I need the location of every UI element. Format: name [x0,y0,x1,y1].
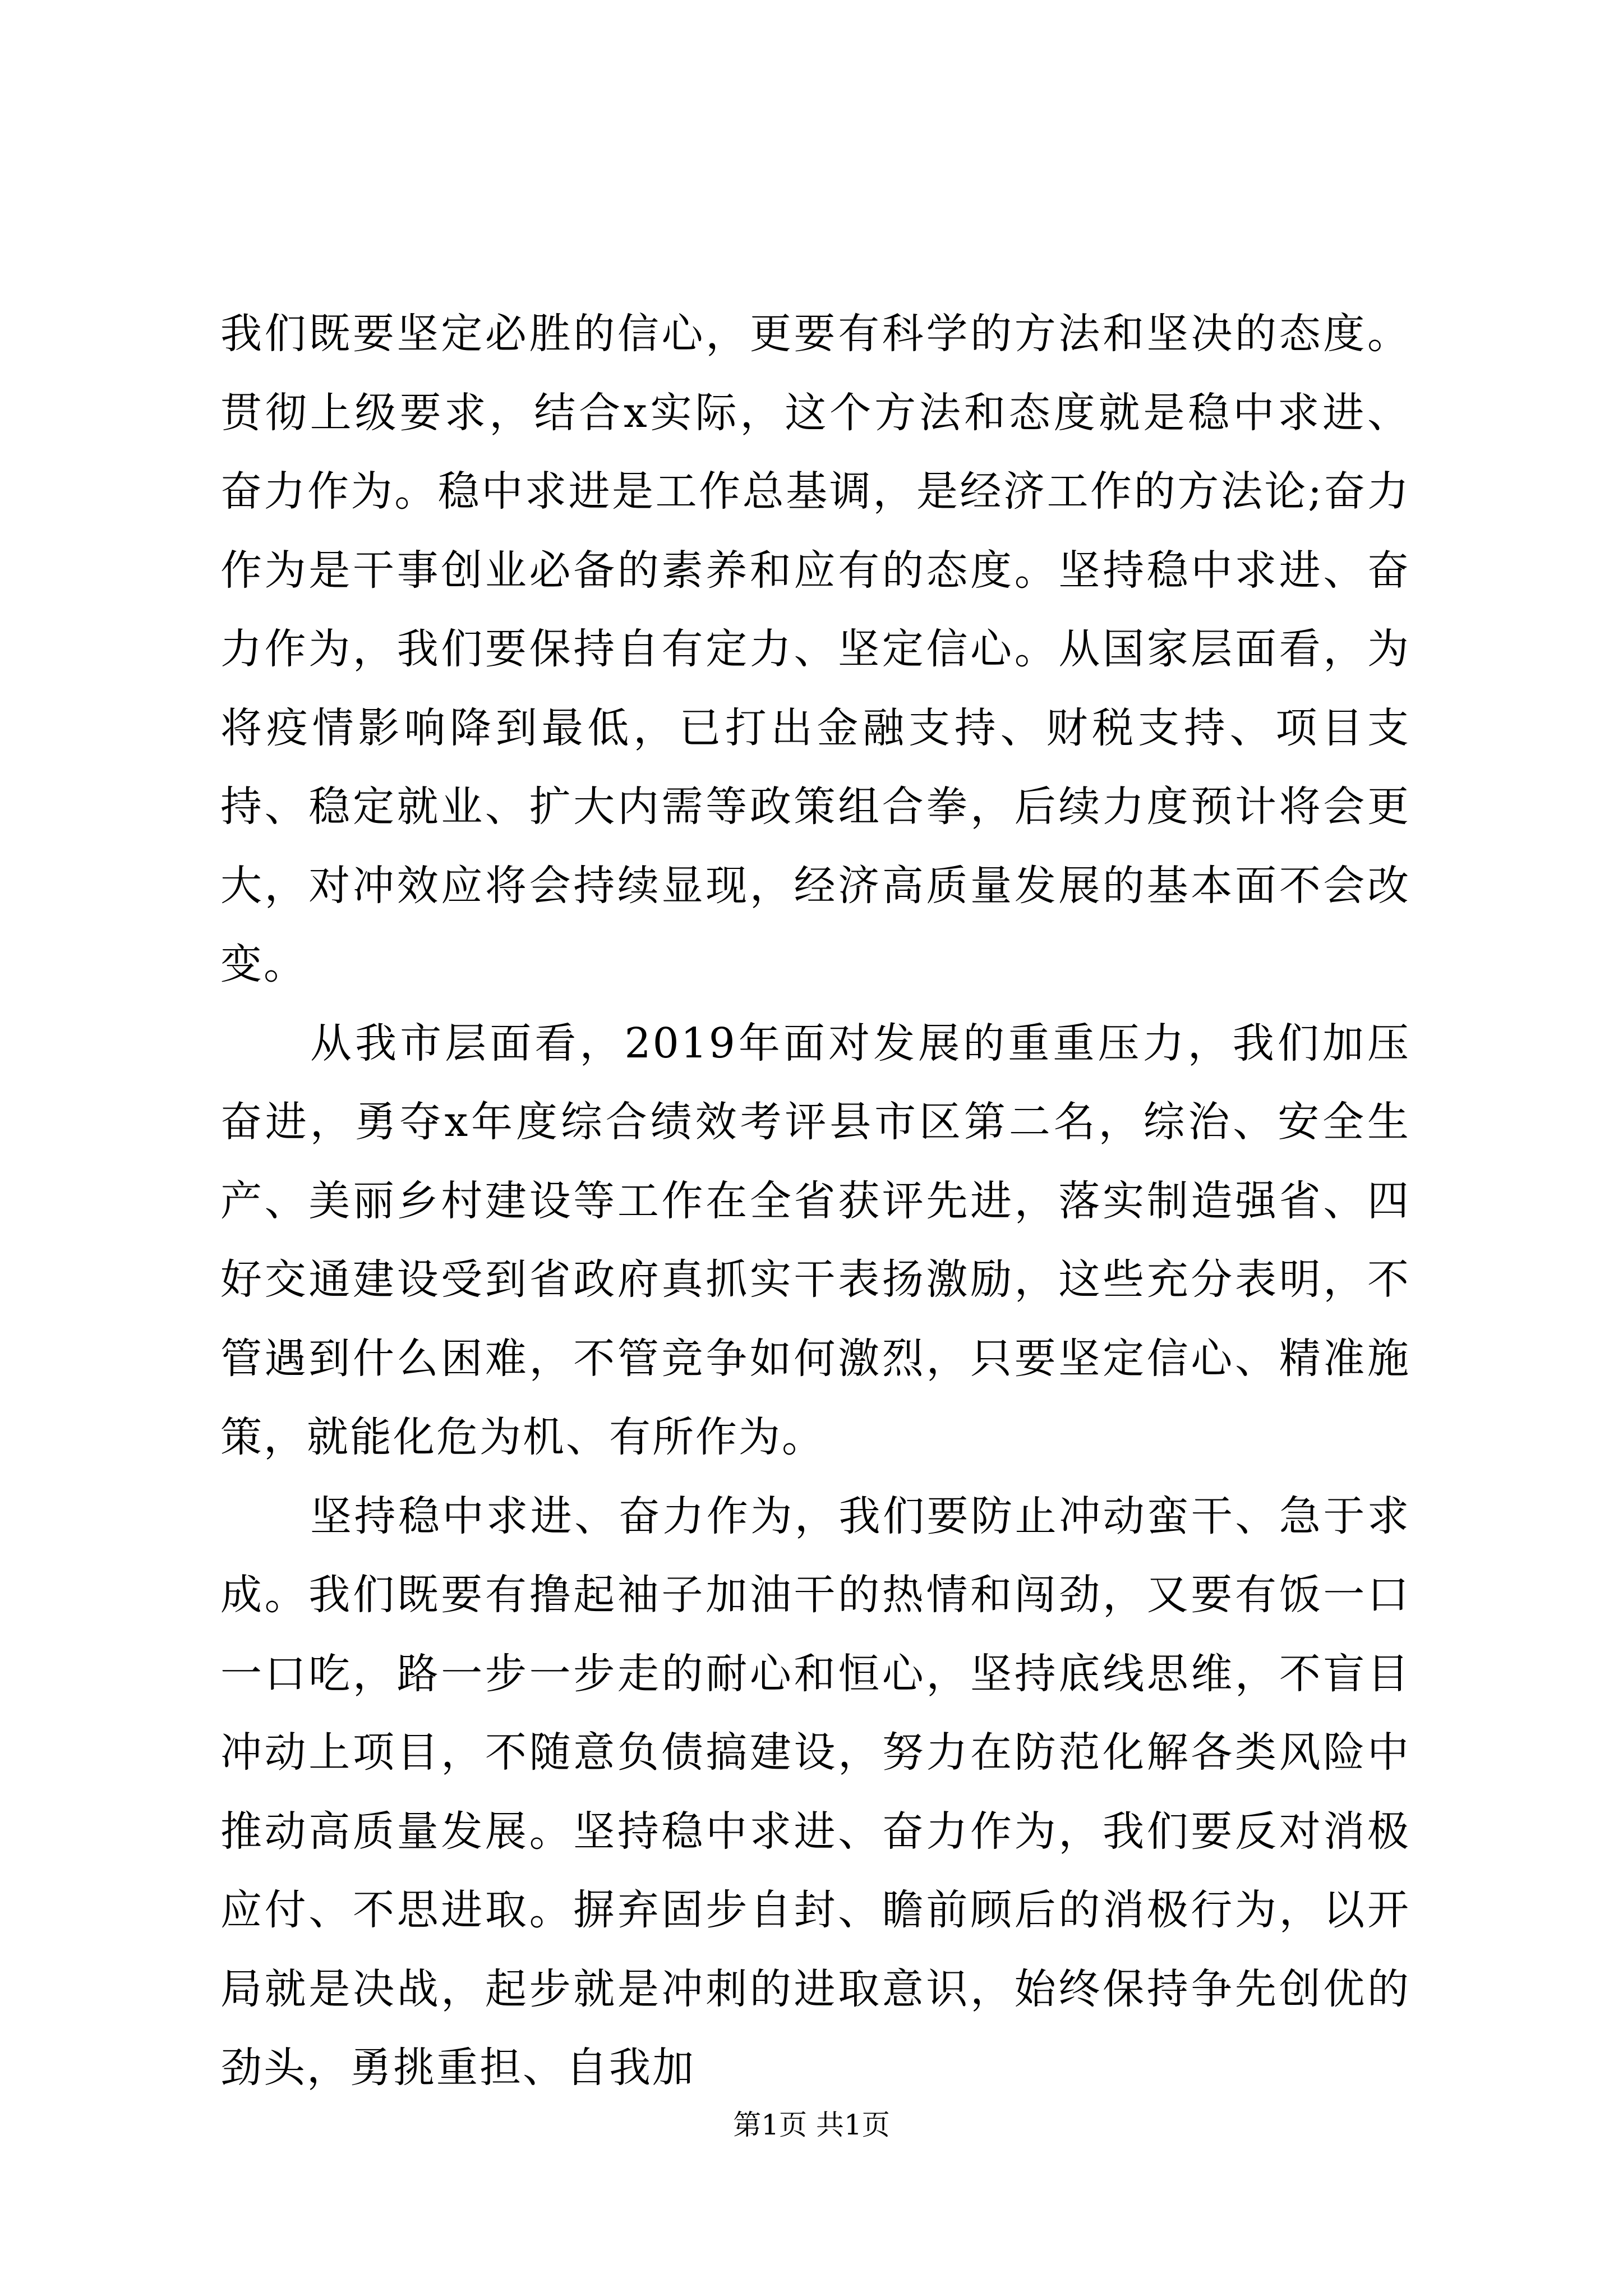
page-footer: 第1页 共1页 [733,2109,890,2141]
paragraph-2: 从我市层面看，2019年面对发展的重重压力，我们加压奋进，勇夺x年度综合绩效考评县市区第二名，综治、安全生产、美丽乡村建设等工作在全省获评先进，落实制造强省、四好交通建设受到省政府真抓实干表扬激励，这些充分表明，不管遇到什么困难，不管竞争如何激烈，只要坚定信心、精准施策，就能化危为机、有所作为。 [220,1019,1410,1461]
document-body [220,295,1410,2108]
paragraph-3: 坚持稳中求进、奋力作为，我们要防止冲动蛮干、急于求成。我们既要有撸起袖子加油干的热情和闯劲，又要有饭一口一口吃，路一步一步走的耐心和恒心，坚持底线思维，不盲目冲动上项目，不随意负债搞建设，努力在防范化解各类风险中推动高质量发展。坚持稳中求进、奋力作为，我们要反对消极应付、不思进取。摒弃固步自封、瞻前顾后的消极行为，以开局就是决战，起步就是冲刺的进取意识，始终保持争先创优的劲头，勇挑重担、自我加 [220,1492,1410,2092]
paragraph-1: 我们既要坚定必胜的信心，更要有科学的方法和坚决的态度。贯彻上级要求，结合x实际，这个方法和态度就是稳中求进、奋力作为。稳中求进是工作总基调，是经济工作的方法论;奋力作为是干事创业必备的素养和应有的态度。坚持稳中求进、奋力作为，我们要保持自有定力、坚定信心。从国家层面看，为将疫情影响降到最低，已打出金融支持、财税支持、项目支持、稳定就业、扩大内需等政策组合拳，后续力度预计将会更大，对冲效应将会持续显现，经济高质量发展的基本面不会改变。 [220,310,1410,988]
